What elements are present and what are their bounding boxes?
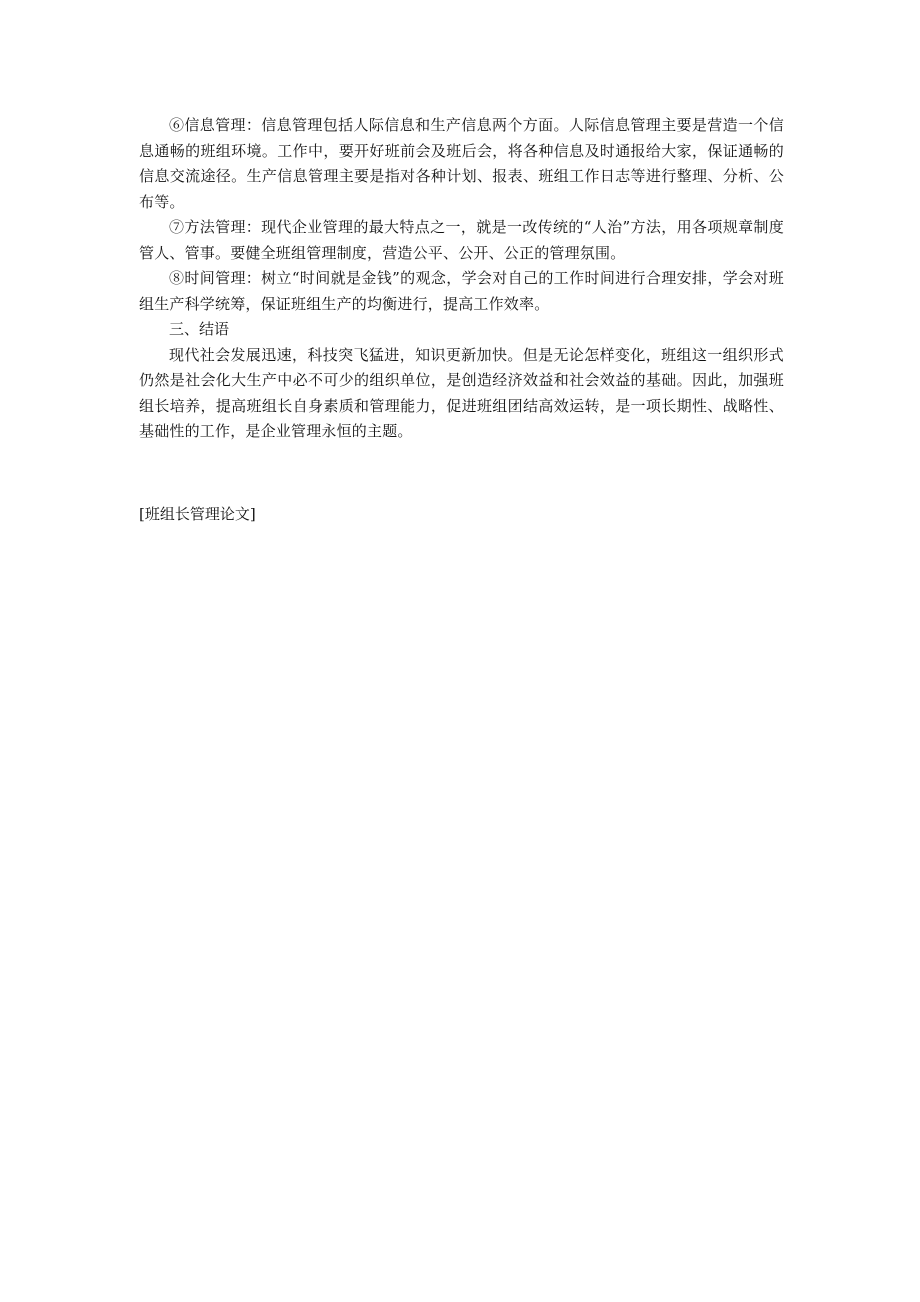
section-heading-conclusion: 三、结语 bbox=[169, 320, 230, 338]
paragraph-time-management: ⑧时间管理：树立“时间就是金钱”的观念，学会对自己的工作时间进行合理安排，学会对班组生产科学统筹，保证班组生产的均衡进行，提高工作效率。 bbox=[139, 269, 784, 313]
paragraph-conclusion: 现代社会发展迅速，科技突飞猛进，知识更新加快。但是无论怎样变化，班组这一组织形式仍然是社会化大生产中必不可少的组织单位，是创造经济效益和社会效益的基础。因此，加强班组长培养，提高班组长自身素质和管理能力，促进班组团结高效运转，是一项长期性、战略性、基础性的工作，是企业管理永恒的主题。 bbox=[139, 345, 784, 440]
paragraph-information-management: ⑥信息管理：信息管理包括人际信息和生产信息两个方面。人际信息管理主要是营造一个信息通畅的班组环境。工作中，要开好班前会及班后会，将各种信息及时通报给大家，保证通畅的信息交流途径。生产信息管理主要是指对各种计划、报表、班组工作日志等进行整理、分析、公布等。 bbox=[139, 116, 784, 211]
article-category-tag: [班组长管理论文] bbox=[139, 505, 256, 523]
document-body bbox=[139, 113, 784, 445]
paragraph-method-management: ⑦方法管理：现代企业管理的最大特点之一，就是一改传统的“人治”方法，用各项规章制度管人、管事。要健全班组管理制度，营造公平、公开、公正的管理氛围。 bbox=[139, 218, 784, 262]
